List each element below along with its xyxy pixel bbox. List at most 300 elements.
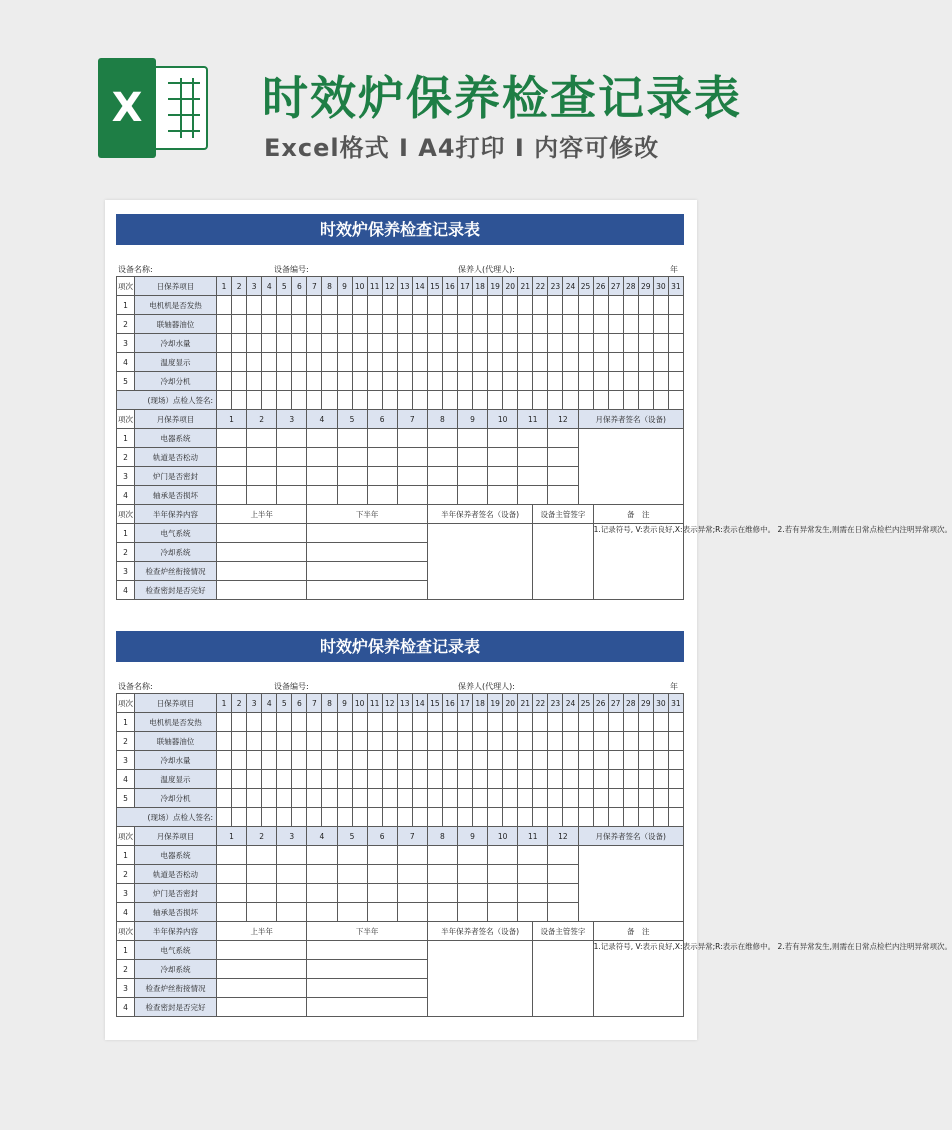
check-cell (548, 372, 563, 391)
daily-sign-row (117, 391, 684, 410)
half-sign-header: 半年保养者签名（设备) (427, 922, 532, 941)
half-sign-cell (427, 941, 532, 1017)
sign-cell (473, 808, 488, 827)
check-cell (548, 296, 563, 315)
check-cell (247, 751, 262, 770)
check-cell (217, 581, 307, 600)
check-cell (563, 334, 578, 353)
check-cell (427, 846, 457, 865)
row-no: 3 (117, 979, 135, 998)
check-cell (563, 751, 578, 770)
check-cell (473, 789, 488, 808)
day-header: 10 (352, 694, 367, 713)
row-no: 1 (117, 429, 135, 448)
check-cell (593, 751, 608, 770)
daily-sign-row (117, 808, 684, 827)
sign-cell (397, 808, 412, 827)
first-half-header: 上半年 (217, 505, 307, 524)
sign-cell (412, 808, 427, 827)
check-cell (458, 353, 473, 372)
check-cell (352, 789, 367, 808)
month-header: 1 (217, 827, 247, 846)
check-cell (653, 296, 668, 315)
check-cell (608, 789, 623, 808)
row-no: 4 (117, 353, 135, 372)
check-cell (458, 296, 473, 315)
daily-row (117, 334, 684, 353)
check-cell (412, 372, 427, 391)
row-no: 4 (117, 770, 135, 789)
day-header: 31 (668, 694, 683, 713)
check-cell (533, 334, 548, 353)
check-cell (307, 979, 428, 998)
check-cell (367, 429, 397, 448)
monthly-item: 轨道是否松动 (135, 448, 217, 467)
check-cell (397, 315, 412, 334)
check-cell (533, 751, 548, 770)
monthly-item: 炉门是否密封 (135, 467, 217, 486)
check-cell (217, 353, 232, 372)
check-cell (458, 770, 473, 789)
day-header: 10 (352, 277, 367, 296)
check-cell (548, 865, 578, 884)
sign-cell (488, 808, 503, 827)
check-cell (668, 372, 683, 391)
check-cell (397, 467, 427, 486)
check-cell (247, 486, 277, 505)
check-cell (217, 562, 307, 581)
check-cell (638, 334, 653, 353)
supervisor-cell (533, 941, 593, 1017)
day-header: 24 (563, 694, 578, 713)
check-cell (307, 941, 428, 960)
check-cell (397, 713, 412, 732)
month-header: 8 (427, 410, 457, 429)
check-cell (232, 770, 247, 789)
check-cell (608, 353, 623, 372)
check-cell (533, 770, 548, 789)
daily-item: 联轴器油位 (135, 732, 217, 751)
check-cell (367, 353, 382, 372)
check-cell (488, 486, 518, 505)
check-cell (307, 903, 337, 922)
sign-cell (458, 808, 473, 827)
day-header: 28 (623, 277, 638, 296)
sign-cell (217, 391, 232, 410)
daily-item-header: 日保养项目 (135, 277, 217, 296)
check-cell (367, 448, 397, 467)
check-cell (217, 903, 247, 922)
check-cell (638, 751, 653, 770)
day-header: 16 (442, 277, 457, 296)
check-cell (232, 751, 247, 770)
half-item-header: 半年保养内容 (135, 922, 217, 941)
col-no-header: 项次 (117, 694, 135, 713)
check-cell (247, 846, 277, 865)
daily-row (117, 751, 684, 770)
supervisor-header: 设备主管签字 (533, 505, 593, 524)
check-cell (442, 732, 457, 751)
sign-cell (578, 391, 593, 410)
day-header: 9 (337, 277, 352, 296)
check-cell (307, 334, 322, 353)
sign-cell (442, 391, 457, 410)
month-header: 7 (397, 410, 427, 429)
sign-cell (337, 391, 352, 410)
monthly-sign-cell (578, 846, 684, 922)
check-cell (518, 903, 548, 922)
check-cell (593, 296, 608, 315)
check-cell (382, 713, 397, 732)
day-header: 12 (382, 277, 397, 296)
check-cell (367, 846, 397, 865)
day-header: 26 (593, 694, 608, 713)
sign-cell (217, 808, 232, 827)
check-cell (427, 467, 457, 486)
check-cell (397, 334, 412, 353)
daily-sign-label: (现场）点检人签名: (117, 808, 217, 827)
check-cell (382, 789, 397, 808)
check-cell (488, 770, 503, 789)
day-header: 9 (337, 694, 352, 713)
sign-cell (503, 391, 518, 410)
sign-cell (247, 391, 262, 410)
check-cell (307, 846, 337, 865)
check-cell (518, 751, 533, 770)
check-cell (292, 789, 307, 808)
check-cell (578, 353, 593, 372)
check-cell (397, 296, 412, 315)
sign-cell (307, 808, 322, 827)
check-cell (503, 315, 518, 334)
check-cell (367, 334, 382, 353)
check-cell (427, 713, 442, 732)
day-header: 25 (578, 694, 593, 713)
check-cell (217, 751, 232, 770)
check-cell (307, 789, 322, 808)
second-half-header: 下半年 (307, 505, 428, 524)
day-header: 30 (653, 694, 668, 713)
sign-cell (277, 391, 292, 410)
day-header: 23 (548, 277, 563, 296)
check-cell (352, 315, 367, 334)
month-header: 4 (307, 410, 337, 429)
sign-cell (533, 808, 548, 827)
check-cell (322, 751, 337, 770)
check-cell (382, 315, 397, 334)
day-header: 4 (262, 694, 277, 713)
half-header-row (117, 505, 684, 524)
check-cell (367, 903, 397, 922)
check-cell (653, 789, 668, 808)
monthly-item: 轨道是否松动 (135, 865, 217, 884)
check-cell (488, 467, 518, 486)
check-cell (623, 789, 638, 808)
check-cell (427, 751, 442, 770)
sign-cell (548, 391, 563, 410)
day-header: 24 (563, 277, 578, 296)
day-header: 14 (412, 277, 427, 296)
check-cell (578, 296, 593, 315)
row-no: 2 (117, 543, 135, 562)
day-header: 14 (412, 694, 427, 713)
check-cell (578, 713, 593, 732)
daily-item: 联轴器油位 (135, 315, 217, 334)
day-header: 18 (473, 694, 488, 713)
check-cell (458, 713, 473, 732)
day-header: 29 (638, 694, 653, 713)
row-no: 1 (117, 524, 135, 543)
check-cell (307, 296, 322, 315)
day-header: 6 (292, 277, 307, 296)
daily-row (117, 713, 684, 732)
check-cell (548, 789, 563, 808)
check-cell (322, 713, 337, 732)
daily-item: 冷却分机 (135, 789, 217, 808)
check-cell (277, 296, 292, 315)
day-header: 11 (367, 694, 382, 713)
month-header: 5 (337, 827, 367, 846)
check-cell (307, 751, 322, 770)
check-cell (548, 884, 578, 903)
check-cell (292, 296, 307, 315)
check-cell (307, 770, 322, 789)
check-cell (473, 751, 488, 770)
record-form-2 (116, 631, 952, 1017)
check-cell (412, 334, 427, 353)
check-cell (518, 296, 533, 315)
check-cell (262, 372, 277, 391)
day-header: 19 (488, 694, 503, 713)
check-cell (247, 353, 262, 372)
check-cell (367, 315, 382, 334)
half-row (117, 941, 684, 960)
day-header: 13 (397, 277, 412, 296)
record-form-1 (116, 214, 952, 600)
monthly-item: 电器系统 (135, 429, 217, 448)
check-cell (488, 846, 518, 865)
check-cell (307, 865, 337, 884)
check-cell (638, 296, 653, 315)
check-cell (217, 884, 247, 903)
daily-header-row (117, 694, 684, 713)
row-no: 2 (117, 865, 135, 884)
check-cell (337, 296, 352, 315)
check-cell (518, 353, 533, 372)
day-header: 6 (292, 694, 307, 713)
check-cell (217, 543, 307, 562)
check-cell (292, 732, 307, 751)
check-cell (352, 713, 367, 732)
check-cell (397, 486, 427, 505)
day-header: 27 (608, 277, 623, 296)
sign-cell (232, 391, 247, 410)
check-cell (217, 732, 232, 751)
month-header: 3 (277, 410, 307, 429)
day-header: 12 (382, 694, 397, 713)
daily-item: 冷却水量 (135, 751, 217, 770)
check-cell (307, 524, 428, 543)
day-header: 2 (232, 277, 247, 296)
check-cell (518, 770, 533, 789)
day-header: 11 (367, 277, 382, 296)
check-cell (503, 713, 518, 732)
month-header: 8 (427, 827, 457, 846)
check-cell (623, 296, 638, 315)
check-cell (232, 789, 247, 808)
check-cell (277, 789, 292, 808)
check-cell (503, 751, 518, 770)
check-cell (247, 467, 277, 486)
month-header: 3 (277, 827, 307, 846)
check-cell (608, 770, 623, 789)
check-cell (277, 353, 292, 372)
check-cell (548, 429, 578, 448)
check-cell (397, 429, 427, 448)
check-cell (307, 429, 337, 448)
month-header: 11 (518, 410, 548, 429)
check-cell (382, 334, 397, 353)
inspection-table (116, 693, 952, 1017)
check-cell (488, 315, 503, 334)
check-cell (412, 713, 427, 732)
check-cell (548, 732, 563, 751)
daily-row (117, 770, 684, 789)
sign-cell (262, 808, 277, 827)
check-cell (277, 315, 292, 334)
check-cell (638, 789, 653, 808)
check-cell (518, 467, 548, 486)
monthly-sign-header: 月保养者签名（设备) (578, 410, 684, 429)
day-header: 28 (623, 694, 638, 713)
check-cell (367, 770, 382, 789)
check-cell (458, 448, 488, 467)
sign-cell (397, 391, 412, 410)
monthly-item: 轴承是否损坏 (135, 903, 217, 922)
half-sign-cell (427, 524, 532, 600)
check-cell (277, 751, 292, 770)
check-cell (217, 372, 232, 391)
check-cell (322, 296, 337, 315)
check-cell (578, 372, 593, 391)
month-header: 12 (548, 410, 578, 429)
check-cell (427, 296, 442, 315)
row-no: 1 (117, 713, 135, 732)
check-cell (322, 770, 337, 789)
check-cell (277, 884, 307, 903)
check-cell (247, 903, 277, 922)
row-no: 3 (117, 467, 135, 486)
col-no-header: 项次 (117, 922, 135, 941)
day-header: 1 (217, 694, 232, 713)
check-cell (623, 732, 638, 751)
check-cell (337, 334, 352, 353)
check-cell (277, 865, 307, 884)
check-cell (653, 713, 668, 732)
check-cell (442, 353, 457, 372)
check-cell (382, 353, 397, 372)
sign-cell (668, 808, 683, 827)
daily-item: 冷却水量 (135, 334, 217, 353)
check-cell (277, 732, 292, 751)
check-cell (442, 789, 457, 808)
monthly-row (117, 846, 684, 865)
check-cell (232, 713, 247, 732)
check-cell (232, 296, 247, 315)
row-no: 4 (117, 903, 135, 922)
check-cell (427, 486, 457, 505)
row-no: 4 (117, 581, 135, 600)
check-cell (623, 372, 638, 391)
check-cell (608, 751, 623, 770)
sign-cell (382, 391, 397, 410)
check-cell (458, 334, 473, 353)
day-header: 26 (593, 277, 608, 296)
check-cell (217, 713, 232, 732)
daily-row (117, 732, 684, 751)
check-cell (412, 770, 427, 789)
sign-cell (352, 391, 367, 410)
check-cell (322, 732, 337, 751)
check-cell (593, 315, 608, 334)
check-cell (337, 884, 367, 903)
check-cell (593, 770, 608, 789)
check-cell (217, 941, 307, 960)
equipment-name-label: 设备名称: (118, 265, 153, 274)
form-title: 时效炉保养检查记录表 (116, 214, 684, 245)
day-header: 19 (488, 277, 503, 296)
check-cell (277, 486, 307, 505)
day-header: 3 (247, 694, 262, 713)
check-cell (473, 372, 488, 391)
check-cell (217, 524, 307, 543)
check-cell (217, 448, 247, 467)
check-cell (668, 770, 683, 789)
check-cell (563, 770, 578, 789)
day-header: 13 (397, 694, 412, 713)
check-cell (488, 296, 503, 315)
col-no-header: 项次 (117, 277, 135, 296)
check-cell (473, 353, 488, 372)
check-cell (307, 543, 428, 562)
month-header: 9 (458, 410, 488, 429)
check-cell (412, 751, 427, 770)
check-cell (458, 486, 488, 505)
day-header: 25 (578, 277, 593, 296)
check-cell (427, 884, 457, 903)
sign-cell (367, 808, 382, 827)
check-cell (277, 770, 292, 789)
day-header: 5 (277, 694, 292, 713)
sign-cell (458, 391, 473, 410)
check-cell (473, 770, 488, 789)
day-header: 8 (322, 277, 337, 296)
monthly-item: 电器系统 (135, 846, 217, 865)
check-cell (593, 713, 608, 732)
check-cell (352, 751, 367, 770)
check-cell (277, 713, 292, 732)
check-cell (247, 372, 262, 391)
check-cell (518, 884, 548, 903)
check-cell (292, 713, 307, 732)
check-cell (307, 372, 322, 391)
check-cell (307, 353, 322, 372)
check-cell (427, 429, 457, 448)
check-cell (307, 315, 322, 334)
check-cell (458, 846, 488, 865)
check-cell (322, 353, 337, 372)
check-cell (352, 334, 367, 353)
